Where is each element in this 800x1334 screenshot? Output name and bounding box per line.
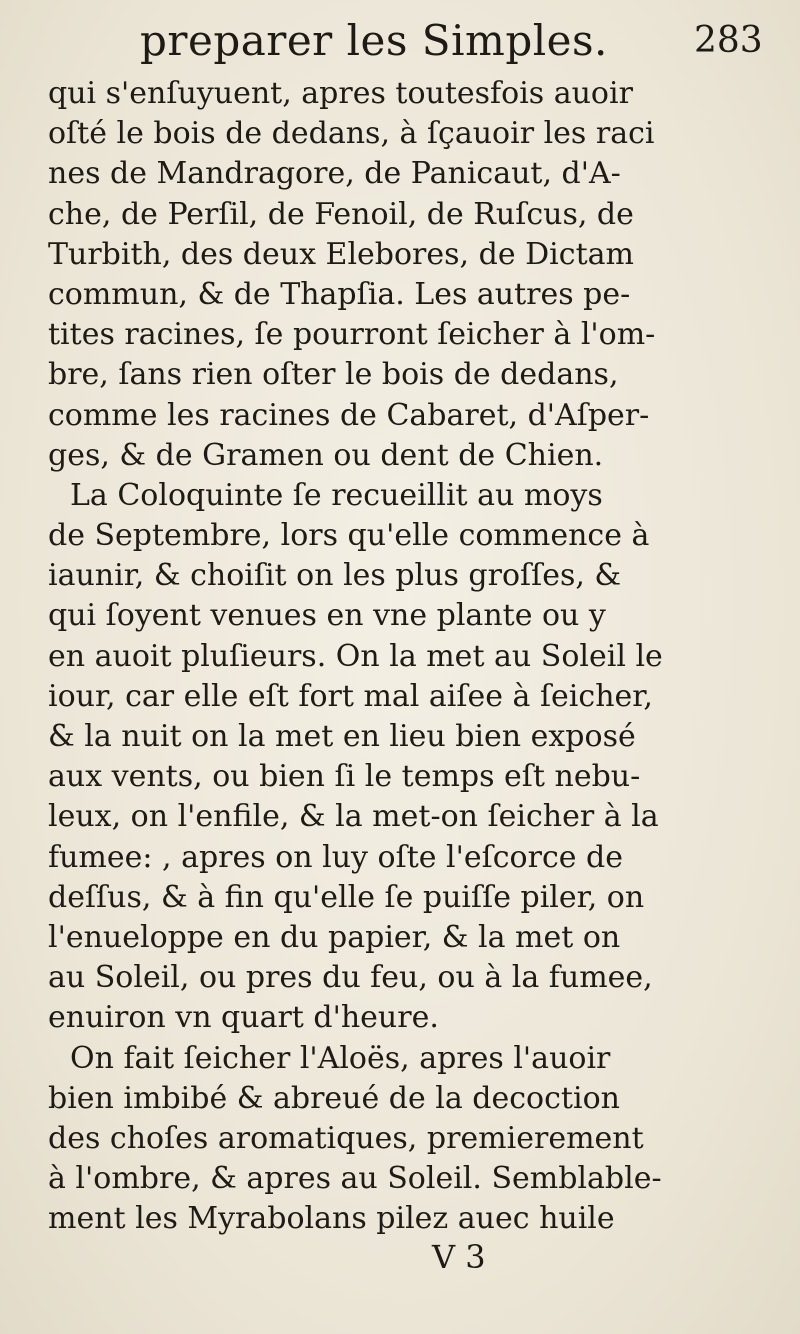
text-line: leux, on l'enfile, & la met-on ſeicher à la	[48, 799, 659, 835]
page-number: 283	[694, 20, 763, 61]
text-line: en auoit pluſieurs. On la met au Soleil le	[48, 638, 663, 674]
text-line: oſté le bois de dedans, à ſçauoir les raci	[48, 116, 655, 152]
text-line: qui s'enſuyuent, apres toutesfois auoir	[48, 76, 633, 111]
text-line: fumee: , apres on luy oſte l'eſcorce de	[48, 839, 623, 875]
running-head	[0, 16, 800, 72]
running-title: preparer les Simples.	[140, 16, 608, 65]
text-line: ges, & de Gramen ou dent de Chien.	[48, 437, 604, 473]
text-line: ment les Myrabolans pilez auec huile	[48, 1201, 615, 1237]
text-line: iour, car elle eſt fort mal aiſee à ſeicher,	[48, 678, 653, 714]
text-line: nes de Mandragore, de Panicaut, d'A-	[48, 156, 621, 192]
text-line: Turbith, des deux Elebores, de Dictam	[48, 236, 634, 272]
text-line: comme les racines de Cabaret, d'Aſper-	[48, 397, 650, 433]
text-line: à l'ombre, & apres au Soleil. Semblable-	[48, 1161, 662, 1197]
text-line: enuiron vn quart d'heure.	[48, 1000, 439, 1036]
text-line: qui ſoyent venues en vne plante ou y	[48, 598, 606, 634]
text-line: & la nuit on la met en lieu bien exposé	[48, 719, 636, 754]
text-line: che, de Perſil, de Fenoil, de Ruſcus, de	[48, 196, 634, 232]
text-line: tites racines, ſe pourront ſeicher à l'om-	[48, 317, 656, 353]
text-line: La Coloquinte ſe recueillit au moys	[70, 477, 603, 513]
body-text	[48, 74, 738, 1239]
text-line: de Septembre, lors qu'elle commence à	[48, 518, 650, 554]
text-line: bien imbibé & abreué de la decoction	[48, 1080, 620, 1116]
text-line: On fait ſeicher l'Aloës, apres l'auoir	[70, 1040, 611, 1076]
signature-mark: V 3	[432, 1238, 486, 1276]
text-line: iaunir, & choiſit on les plus groſſes, &	[48, 558, 622, 594]
text-line: bre, ſans rien oſter le bois de dedans,	[48, 357, 619, 393]
text-line: aux vents, ou bien ſi le temps eſt nebu-	[48, 759, 641, 795]
text-line: commun, & de Thapſia. Les autres pe-	[48, 276, 631, 312]
text-line: deſſus, & à fin qu'elle ſe puiſſe piler, on	[48, 879, 645, 915]
text-line: au Soleil, ou pres du feu, ou à la fumee,	[48, 960, 653, 996]
text-line: des choſes aromatiques, premierement	[48, 1120, 644, 1156]
text-line: l'enueloppe en du papier, & la met on	[48, 919, 621, 955]
